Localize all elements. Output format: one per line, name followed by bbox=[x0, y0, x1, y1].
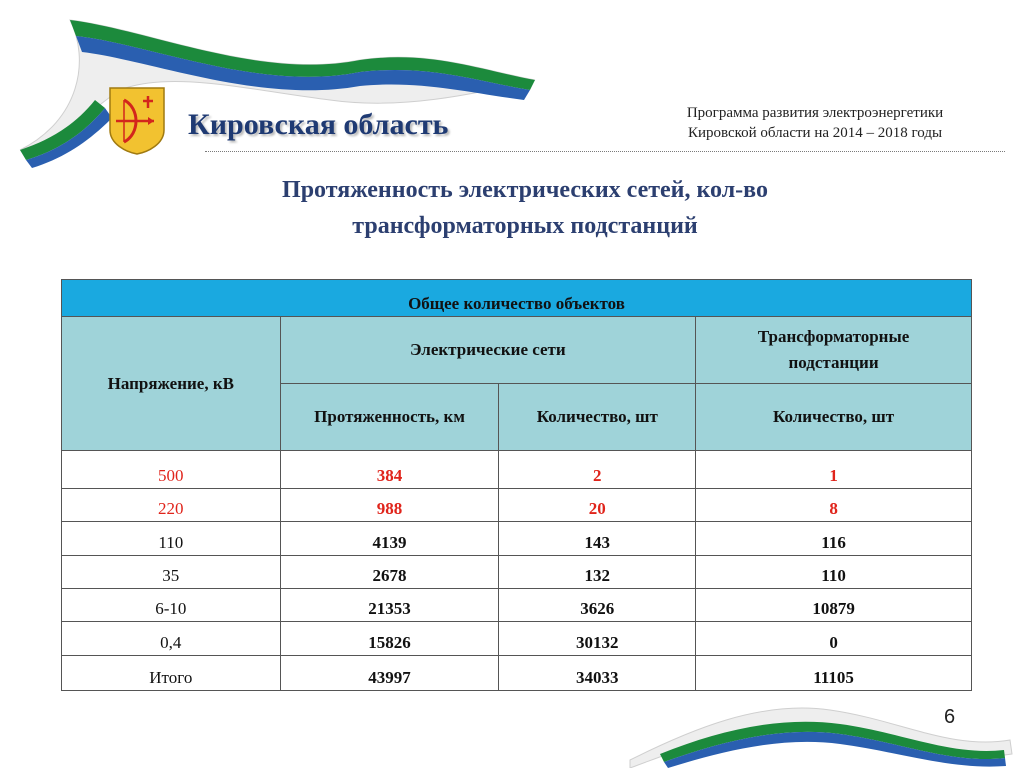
header-transformer-substations: Трансформаторные подстанции bbox=[696, 317, 972, 384]
header-voltage: Напряжение, кВ bbox=[62, 317, 281, 451]
length-cell: 2678 bbox=[280, 556, 499, 589]
substation-count-cell: 116 bbox=[696, 522, 972, 556]
table-row bbox=[62, 489, 972, 522]
network-count-cell: 20 bbox=[499, 489, 696, 522]
slide-title bbox=[200, 172, 850, 244]
table-row bbox=[62, 522, 972, 556]
header-electric-networks: Электрические сети bbox=[280, 317, 696, 384]
header-network-count: Количество, шт bbox=[499, 384, 696, 451]
region-title: Кировская область bbox=[188, 108, 449, 141]
substation-count-cell: 10879 bbox=[696, 589, 972, 622]
substation-count-cell: 1 bbox=[696, 451, 972, 489]
slide-title-line-1: Протяженность электрических сетей, кол-во bbox=[282, 177, 768, 203]
voltage-cell: 500 bbox=[62, 451, 281, 489]
ribbon-decoration-bottom bbox=[600, 670, 1024, 768]
network-count-cell: 30132 bbox=[499, 622, 696, 656]
program-line-2: Кировской области на 2014 – 2018 годы bbox=[687, 125, 943, 141]
slide-title-line-2: трансформаторных подстанций bbox=[352, 213, 698, 239]
program-subtitle bbox=[620, 103, 1010, 143]
voltage-cell: 35 bbox=[62, 556, 281, 589]
ribbon-decoration-top bbox=[0, 0, 560, 180]
length-cell: 15826 bbox=[280, 622, 499, 656]
kirov-coat-of-arms-icon bbox=[108, 86, 166, 156]
table-row bbox=[62, 589, 972, 622]
header-substation-count: Количество, шт bbox=[696, 384, 972, 451]
length-cell: 988 bbox=[280, 489, 499, 522]
substation-count-cell: 11105 bbox=[696, 656, 972, 691]
network-count-cell: 2 bbox=[499, 451, 696, 489]
substation-count-cell: 8 bbox=[696, 489, 972, 522]
header-length: Протяженность, км bbox=[280, 384, 499, 451]
voltage-cell: 6-10 bbox=[62, 589, 281, 622]
table-row bbox=[62, 556, 972, 589]
page-number: 6 bbox=[944, 706, 956, 728]
length-cell: 21353 bbox=[280, 589, 499, 622]
network-count-cell: 34033 bbox=[499, 656, 696, 691]
length-cell: 43997 bbox=[280, 656, 499, 691]
voltage-cell: 0,4 bbox=[62, 622, 281, 656]
table-row bbox=[62, 451, 972, 489]
length-cell: 384 bbox=[280, 451, 499, 489]
voltage-cell: 110 bbox=[62, 522, 281, 556]
voltage-cell: 220 bbox=[62, 489, 281, 522]
length-cell: 4139 bbox=[280, 522, 499, 556]
header-divider bbox=[205, 151, 1005, 152]
total-label-cell: Итого bbox=[62, 656, 281, 691]
substation-count-cell: 110 bbox=[696, 556, 972, 589]
network-count-cell: 143 bbox=[499, 522, 696, 556]
table-row bbox=[62, 622, 972, 656]
substation-count-cell: 0 bbox=[696, 622, 972, 656]
network-count-cell: 3626 bbox=[499, 589, 696, 622]
program-line-1: Программа развития электроэнергетики bbox=[686, 105, 944, 121]
network-count-cell: 132 bbox=[499, 556, 696, 589]
network-objects-table bbox=[61, 279, 972, 691]
table-caption: Общее количество объектов bbox=[62, 280, 972, 317]
